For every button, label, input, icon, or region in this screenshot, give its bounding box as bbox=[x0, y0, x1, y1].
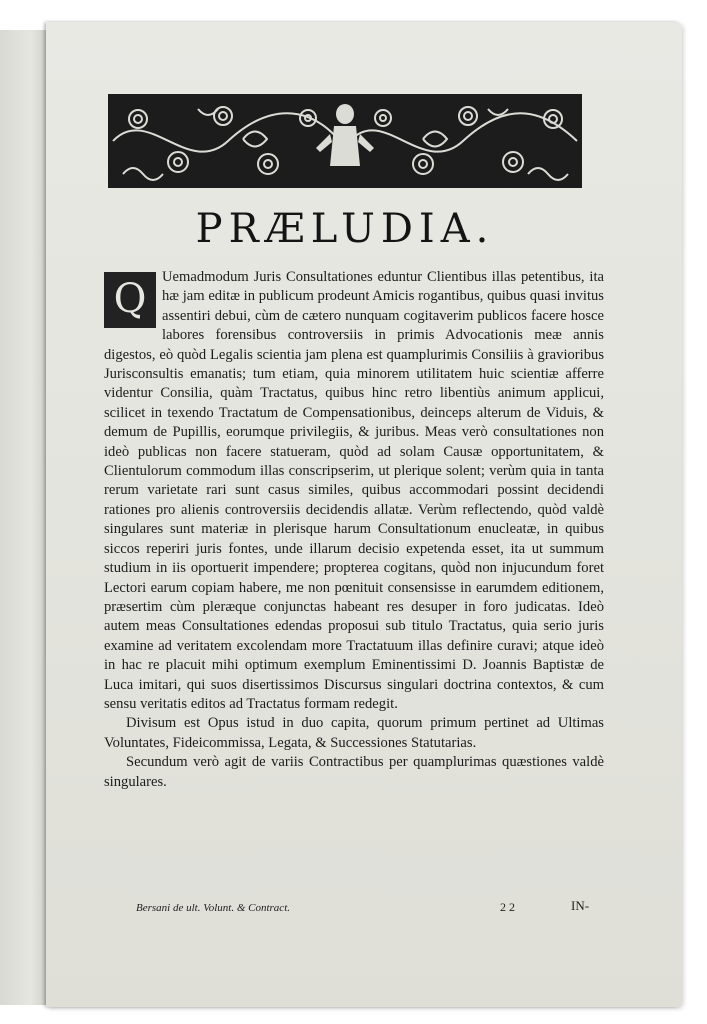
floral-ornament-icon bbox=[108, 94, 582, 188]
catchword: IN- bbox=[571, 898, 590, 913]
paragraph-2: Divisum est Opus istud in duo capita, quorum primum pertinet ad Ultimas Voluntates, Fideicommissa, Legata, & Successiones Statutarias. bbox=[104, 715, 604, 751]
paragraph-1: Uemadmodum Juris Consultationes eduntur Clientibus illas petentibus, ita hæ jam editæ in publicum prodeunt Amicis rogantibus, quibus quasi invitus assentiri debui, cùm de cætero nunquam cogitaverim publicos facere hosce labores forensibus controversiis in primis Advocationis meæ annis digestos, eò quòd Legalis scientia jam plena est quamplurimis Consiliis à gravioribus Jurisconsultis emanatis; tum etiam, quia minorem utilitatem huic scientiæ afferre videntur Consilia, quàm Tractatus, quibus hinc retro libentiùs animum applicui, scilicet in texendo Tractatum de Compensationibus, deinceps alterum de Viduis, & demum de Pupillis, eorumque privilegiis, & juribus. Meas verò consultationes non ideò publicas non facere statueram, quòd ad solam Causæ opportunitatem, & Clientulorum commodum illas conscripserim, ut plerique solent; verùm quia in tanta rerum varietate rari sunt casus similes, quibus accommodari possint decidendi rationes pro alienis controversiis decidendis allatæ. Verùm reflectendo, quòd valdè singulares sunt materiæ in plerisque harum Consultationum enucleatæ, in quibus siccos reperiri juris fontes, unde illarum decisio expetenda esset, ita ut summum studium in iis oportuerit impendere; propterea cogitans, quòd non injucundum foret Lectori earum copiam habere, me non pœnituit consensisse in earumdem editionem, præsertim cùm pleræque conjunctas habeant res desuper in foro judicatas. Ideò autem meas Consultationes edendas proposui sub titulo Tractatus, quia serio juris examine ad veritatem excolendam more Tractatuum illas definire curavi; atque ideò in hac re placuit mihi optimum exemplum Eminentissimi D. Joannis Baptistæ de Luca imitari, qui suos disertissimos Discursus singulari doctrina contextos, & cum sensu veritatis editos ad Tractatus formam redegit. bbox=[104, 269, 604, 712]
ornament-headpiece bbox=[108, 94, 582, 188]
page-title: PRÆLUDIA. bbox=[195, 206, 495, 252]
footer-title: Bersani de ult. Volunt. & Contract. bbox=[136, 902, 290, 914]
body-text bbox=[104, 268, 604, 792]
drop-cap: Q bbox=[104, 272, 156, 328]
signature-mark: 2 2 bbox=[500, 900, 515, 914]
paragraph-3: Secundum verò agit de variis Contractibus per quamplurimas quæstiones valdè singulares. bbox=[104, 754, 604, 790]
